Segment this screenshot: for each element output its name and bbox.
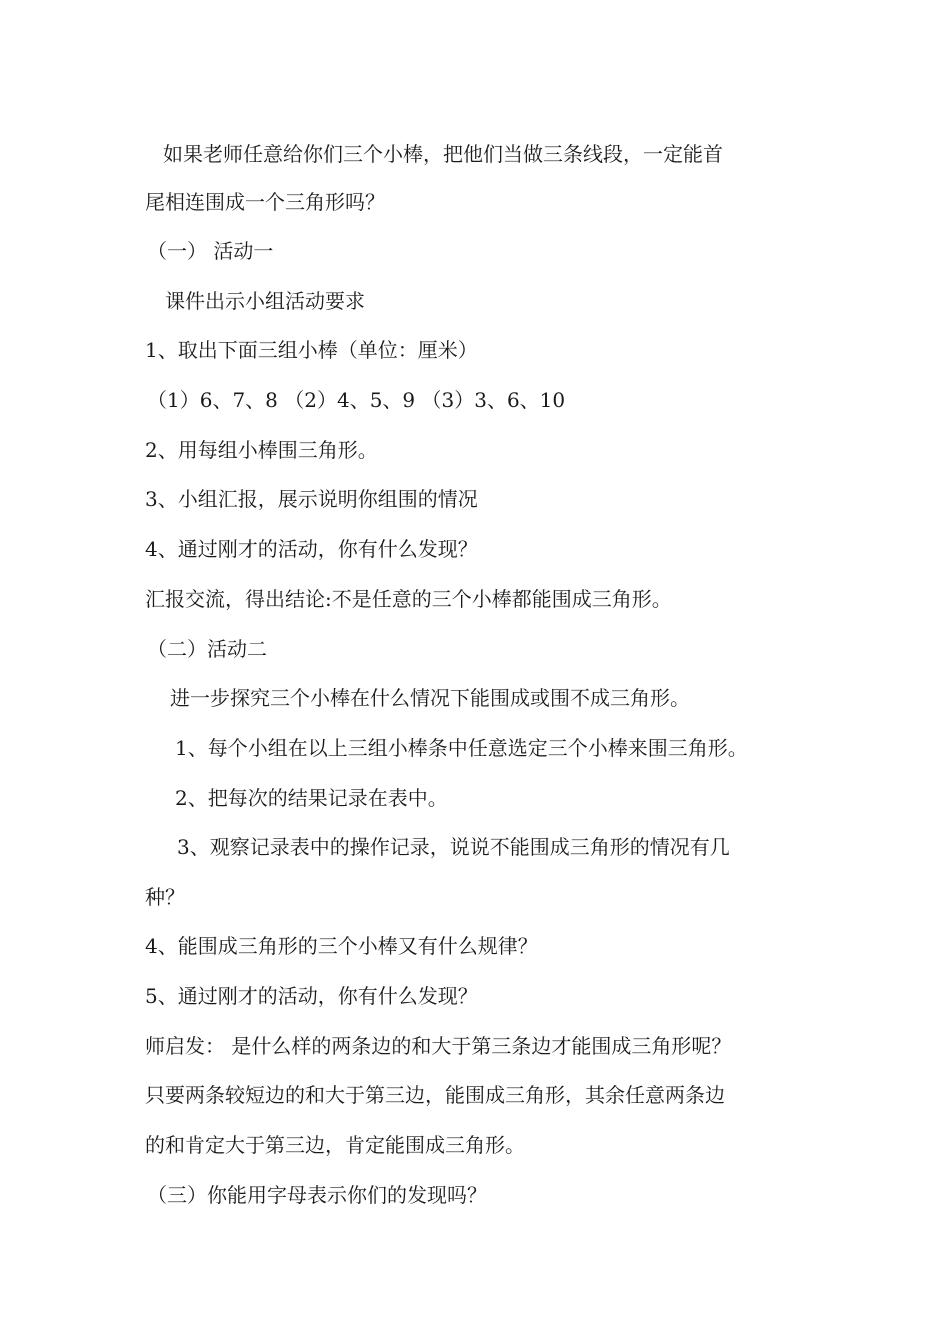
section-heading-activity-1: （一） 活动一 xyxy=(147,239,274,263)
activity2-item-4: 4、能围成三角形的三个小棒又有什么规律？ xyxy=(145,934,538,958)
activity2-item-3-cont: 种？ xyxy=(145,885,185,909)
explanation-line-2: 的和肯定大于第三边，肯定能围成三角形。 xyxy=(145,1133,525,1157)
conclusion-line: 汇报交流，得出结论:不是任意的三个小棒都能围成三角形。 xyxy=(145,587,672,611)
stick-groups-line: （1）6、7、8 （2）4、5、9 （3）3、6、10 xyxy=(147,388,566,412)
section-heading-activity-3: （三）你能用字母表示你们的发现吗？ xyxy=(147,1183,487,1207)
teacher-prompt-line: 师启发： 是什么样的两条边的和大于第三条边才能围成三角形呢？ xyxy=(145,1034,732,1058)
paragraph-line-12: 进一步探究三个小棒在什么情况下能围成或围不成三角形。 xyxy=(170,686,690,710)
activity2-item-5: 5、通过刚才的活动，你有什么发现？ xyxy=(145,984,478,1008)
explanation-line-1: 只要两条较短边的和大于第三边，能围成三角形，其余任意两条边 xyxy=(145,1083,725,1107)
paragraph-line-1: 如果老师任意给你们三个小棒，把他们当做三条线段，一定能首 xyxy=(163,142,723,166)
list-item-4: 4、通过刚才的活动，你有什么发现？ xyxy=(145,537,478,561)
list-item-2: 2、用每组小棒围三角形。 xyxy=(145,438,378,462)
activity2-item-2: 2、把每次的结果记录在表中。 xyxy=(175,786,448,810)
paragraph-line-4: 课件出示小组活动要求 xyxy=(165,289,365,313)
section-heading-activity-2: （二）活动二 xyxy=(147,637,267,661)
activity2-item-3: 3、观察记录表中的操作记录，说说不能围成三角形的情况有几 xyxy=(177,835,730,859)
paragraph-line-2: 尾相连围成一个三角形吗？ xyxy=(145,190,385,214)
activity2-item-1: 1、每个小组在以上三组小棒条中任意选定三个小棒来围三角形。 xyxy=(175,736,748,760)
list-item-1: 1、取出下面三组小棒（单位：厘米） xyxy=(145,338,478,362)
list-item-3: 3、小组汇报，展示说明你组围的情况 xyxy=(145,487,478,511)
